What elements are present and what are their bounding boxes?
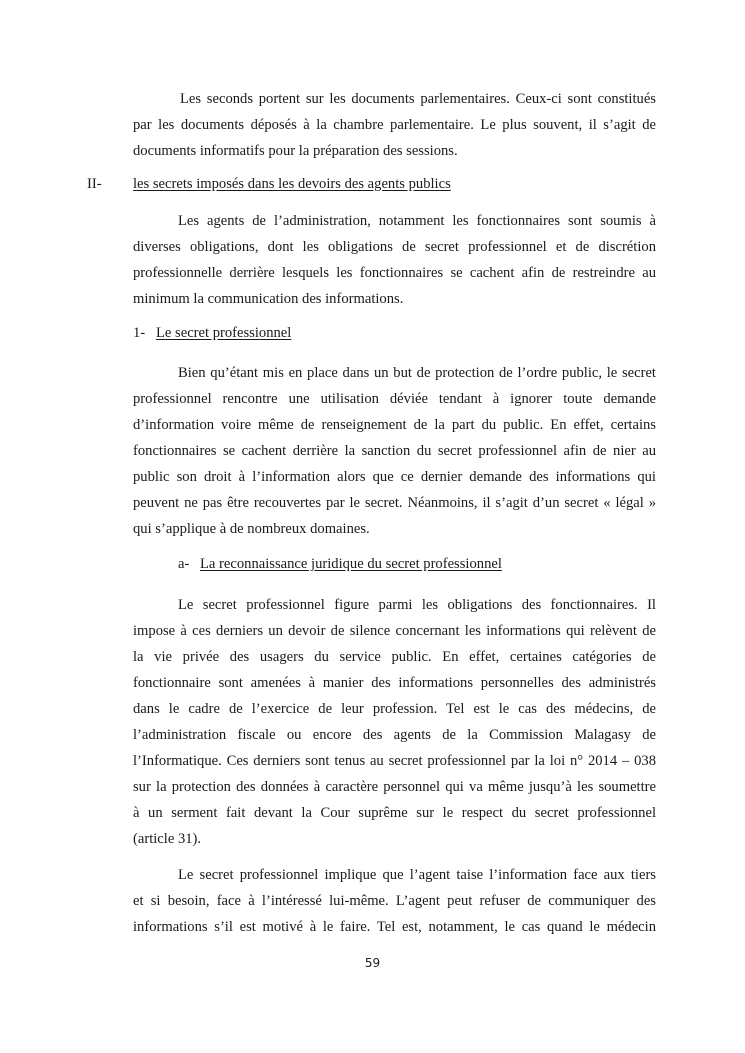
text-line: fonctionnaires se cachent derrière la sanction du secret professionnel afin de nier au	[133, 443, 656, 459]
text-line: minimum la communication des informations.	[133, 291, 404, 307]
text-line: la vie privée des usagers du service public. En effet, certaines catégories de	[133, 649, 656, 665]
text-line: professionnel rencontre une utilisation déviée tendant à ignorer toute demande	[133, 391, 656, 407]
text-line: dans le cadre de l’exercice de leur profession. Tel est le cas des médecins, de	[133, 701, 656, 717]
subsection-title: Le secret professionnel	[156, 325, 292, 341]
text-line: à un serment fait devant la Cour suprême sur le respect du secret professionnel	[133, 805, 656, 821]
section-number: II-	[87, 176, 102, 192]
text-line: et si besoin, face à l’intéressé lui-même. L’agent peut refuser de communiquer des	[133, 893, 656, 909]
text-line: Le secret professionnel figure parmi les obligations des fonctionnaires. Il	[178, 597, 656, 613]
text-line: Bien qu’étant mis en place dans un but de protection de l’ordre public, le secret	[178, 365, 656, 381]
subsubsection-title: La reconnaissance juridique du secret professionnel	[200, 556, 502, 572]
text-line: par les documents déposés à la chambre parlementaire. Le plus souvent, il s’agit de	[133, 117, 656, 133]
text-line: documents informatifs pour la préparation des sessions.	[133, 143, 458, 159]
text-line: public son droit à l’information alors que ce dernier demande des informations qui	[133, 469, 656, 485]
text-line: l’Informatique. Ces derniers sont tenus au secret professionnel par la loi n° 2014 – 038	[133, 753, 656, 769]
text-line: impose à ces derniers un devoir de silence concernant les informations qui relèvent de	[133, 623, 656, 639]
text-line: Les seconds portent sur les documents parlementaires. Ceux-ci sont constitués	[180, 91, 656, 107]
text-line: fonctionnaire sont amenées à manier des informations personnelles des administrés	[133, 675, 656, 691]
text-line: diverses obligations, dont les obligations de secret professionnel et de discrétion	[133, 239, 656, 255]
page-number: 59	[364, 956, 381, 970]
text-line: peuvent ne pas être recouvertes par le secret. Néanmoins, il s’agit d’un secret « légal »	[133, 495, 656, 511]
text-line: informations s’il est motivé à le faire. Tel est, notamment, le cas quand le médecin	[133, 919, 656, 935]
subsection-number: 1-	[133, 325, 146, 341]
text-line: Les agents de l’administration, notamment les fonctionnaires sont soumis à	[178, 213, 656, 229]
text-line: professionnelle derrière lesquels les fonctionnaires se cachent afin de restreindre au	[133, 265, 656, 281]
text-line: qui s’applique à de nombreux domaines.	[133, 521, 370, 537]
text-line: d’information voire même de renseignement de la part du public. En effet, certains	[133, 417, 656, 433]
text-line: (article 31).	[133, 831, 202, 847]
subsubsection-number: a-	[178, 556, 190, 572]
text-line: sur la protection des données à caractère personnel qui va même jusqu’à les soumettre	[133, 779, 656, 795]
text-line: Le secret professionnel implique que l’agent taise l’information face aux tiers	[178, 867, 656, 883]
section-title: les secrets imposés dans les devoirs des agents publics	[133, 176, 451, 192]
text-line: l’administration fiscale ou encore des agents de la Commission Malagasy de	[133, 727, 656, 743]
